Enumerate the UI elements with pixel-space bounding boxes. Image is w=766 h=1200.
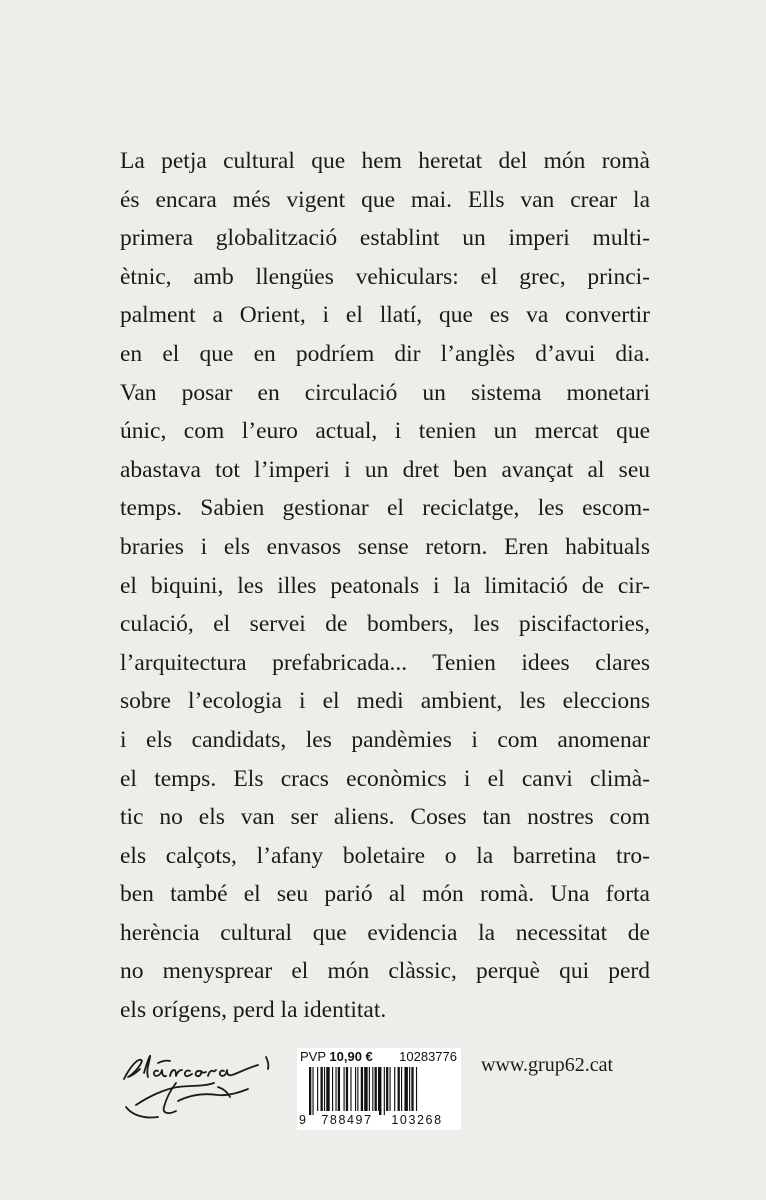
price-barcode-label: [297, 1048, 461, 1130]
blurb-line: herència cultural que evidencia la necessitat de: [120, 919, 650, 946]
blurb-line: palment a Orient, i el llatí, que es va convertir: [120, 302, 650, 329]
blurb-line: els calçots, l’afany boletaire o la barretina tro-: [120, 842, 650, 869]
blurb-line: culació, el servei de bombers, les piscifactories,: [120, 611, 650, 638]
barcode-digits: [297, 1111, 461, 1129]
blurb-line: abastava tot l’imperi i un dret ben avançat al seu: [120, 456, 650, 483]
blurb-line: primera globalització establint un imperi multi-: [120, 225, 650, 252]
price-row: [297, 1048, 461, 1066]
blurb-line: i els candidats, les pandèmies i com anomenar: [120, 726, 650, 753]
barcode-lead-digit: 9: [299, 1113, 306, 1127]
blurb-line: temps. Sabien gestionar el reciclatge, les escom-: [120, 495, 650, 522]
publisher-website[interactable]: www.grup62.cat: [481, 1054, 614, 1076]
blurb-line: és encara més vigent que mai. Ells van crear la: [120, 186, 650, 213]
blurb-line: l’arquitectura prefabricada... Tenien idees clares: [120, 649, 650, 676]
blurb-line: sobre l’ecologia i el medi ambient, les eleccions: [120, 688, 650, 715]
back-cover-blurb: [120, 142, 650, 1030]
barcode-group-1: 788497: [315, 1111, 379, 1129]
product-code: 10283776: [399, 1049, 457, 1064]
blurb-line: La petja cultural que hem heretat del món romà: [120, 148, 650, 174]
blurb-line: Van posar en circulació un sistema monetari: [120, 379, 650, 406]
publisher-logo: [118, 1043, 288, 1123]
blurb-line: braries i els envasos sense retorn. Eren habituals: [120, 533, 650, 560]
blurb-line: tic no els van ser aliens. Coses tan nostres com: [120, 804, 650, 831]
blurb-line: ètnic, amb llengües vehiculars: el grec, princi-: [120, 263, 650, 290]
barcode-group-2: 103268: [385, 1111, 449, 1129]
price-text: [300, 1048, 373, 1066]
blurb-line: ben també el seu parió al món romà. Una forta: [120, 881, 650, 908]
price-value: 10,90 €: [329, 1049, 373, 1064]
pvp-prefix: PVP: [300, 1049, 326, 1064]
blurb-line: no menysprear el món clàssic, perquè qui perd: [120, 958, 650, 985]
blurb-line: en el que en podríem dir l’anglès d’avui dia.: [120, 340, 650, 367]
blurb-line: únic, com l’euro actual, i tenien un mercat que: [120, 418, 650, 445]
blurb-line: el biquini, les illes peatonals i la limitació de cir-: [120, 572, 650, 599]
barcode-bars: [297, 1067, 461, 1115]
blurb-line: els orígens, perd la identitat.: [120, 997, 387, 1024]
ancora-signature-logo: [118, 1043, 288, 1123]
blurb-line: el temps. Els cracs econòmics i el canvi climà-: [120, 765, 650, 792]
